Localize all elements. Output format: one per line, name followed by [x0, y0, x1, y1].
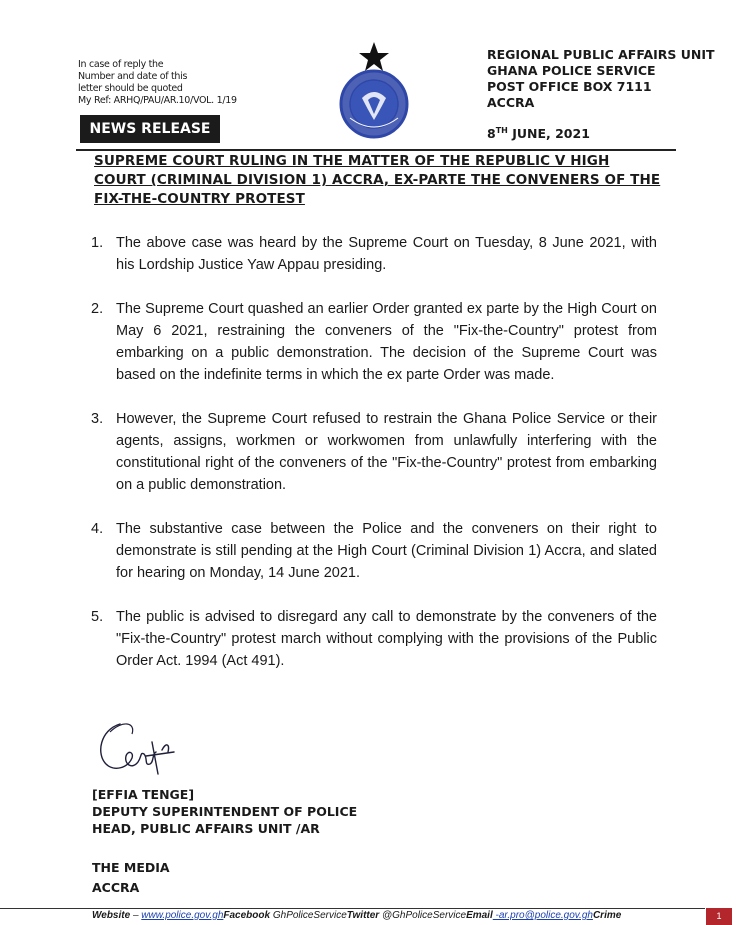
reference-line-1: In case of reply the	[78, 59, 164, 70]
crest-star-icon	[359, 42, 389, 71]
signatory-block	[92, 786, 357, 837]
address-line-4: ACCRA	[487, 95, 535, 110]
facebook-handle: GhPoliceService	[270, 910, 347, 921]
point-number: 1.	[91, 235, 104, 251]
contact-footer	[92, 910, 702, 921]
my-reference: My Ref: ARHQ/PAU/AR.10/VOL. 1/19	[78, 95, 237, 106]
point-text: The substantive case between the Police and the conveners on their right to demonstrate is still pending at the High Court (Criminal Division 1) Accra, and slated for hearing on Monday, 14 June 2021.	[116, 521, 657, 581]
date-day: 8	[487, 126, 496, 142]
twitter-label: Twitter	[346, 910, 380, 921]
recipient-line-2: ACCRA	[92, 880, 140, 895]
date-suffix: TH	[495, 126, 508, 135]
point-text: The above case was heard by the Supreme Court on Tuesday, 8 June 2021, with his Lordship Justice Yaw Appau presiding.	[116, 235, 657, 273]
facebook-label: Facebook	[223, 910, 271, 921]
point-text: The Supreme Court quashed an earlier Order granted ex parte by the High Court on May 6 2021, restraining the conveners of the "Fix-the-Country" protest from embarking on a public demonstration. The decision of the Supreme Court was based on the indefinite terms in which the ex parte Order was made.	[116, 301, 657, 383]
reference-line-3: letter should be quoted	[78, 83, 183, 94]
recipient-line-1: THE MEDIA	[92, 860, 170, 875]
twitter-handle: @GhPoliceService	[379, 910, 467, 921]
footer-dash: –	[130, 910, 142, 921]
point-number: 4.	[91, 521, 104, 537]
point-item	[91, 518, 657, 584]
address-line-2: GHANA POLICE SERVICE	[487, 63, 656, 78]
crime-label: Crime	[592, 910, 622, 921]
point-number: 5.	[91, 609, 104, 625]
address-line-1: REGIONAL PUBLIC AFFAIRS UNIT	[487, 47, 715, 62]
handwritten-signature	[92, 712, 187, 782]
headline: SUPREME COURT RULING IN THE MATTER OF THE REPUBLIC V HIGH COURT (CRIMINAL DIVISION 1) ACCRA, EX-PARTE THE CONVENERS OF THE FIX-THE-COUNTRY PROTEST	[94, 153, 661, 207]
recipient-block	[92, 858, 170, 898]
point-number: 2.	[91, 301, 104, 317]
point-number: 3.	[91, 411, 104, 427]
website-link[interactable]: www.police.gov.gh	[141, 910, 224, 921]
release-date	[487, 126, 590, 141]
news-release-badge: NEWS RELEASE	[80, 115, 220, 143]
email-label: Email	[466, 910, 493, 921]
website-label: Website	[92, 910, 131, 921]
reference-line-2: Number and date of this	[78, 71, 188, 82]
ghana-police-crest-icon	[322, 40, 426, 140]
point-text: However, the Supreme Court refused to restrain the Ghana Police Service or their agents, assigns, workmen or workwomen from unlawfully interfering with the constitutional right of the conveners of the "Fix-the-Country" protest from embarking on a public demonstration.	[116, 411, 657, 493]
point-item	[91, 606, 657, 672]
page-number-badge: 1	[706, 908, 732, 925]
point-item	[91, 408, 657, 496]
point-item	[91, 298, 657, 386]
reference-block	[78, 59, 237, 107]
point-item	[91, 232, 657, 276]
footer-divider	[0, 908, 705, 909]
address-line-3: POST OFFICE BOX 7111	[487, 79, 652, 94]
numbered-points	[91, 232, 657, 672]
header-divider	[76, 149, 676, 151]
date-rest: JUNE, 2021	[507, 126, 590, 142]
email-link[interactable]: -ar.pro@police.gov.gh	[492, 910, 593, 921]
signatory-title: HEAD, PUBLIC AFFAIRS UNIT /AR	[92, 821, 320, 836]
sender-address	[487, 47, 715, 111]
signatory-name: [EFFIA TENGE]	[92, 787, 195, 802]
signatory-rank: DEPUTY SUPERINTENDENT OF POLICE	[92, 804, 358, 819]
point-text: The public is advised to disregard any call to demonstrate by the conveners of the "Fix-the-Country" protest march without complying with the provisions of the Public Order Act. 1994 (Act 491).	[116, 609, 657, 669]
